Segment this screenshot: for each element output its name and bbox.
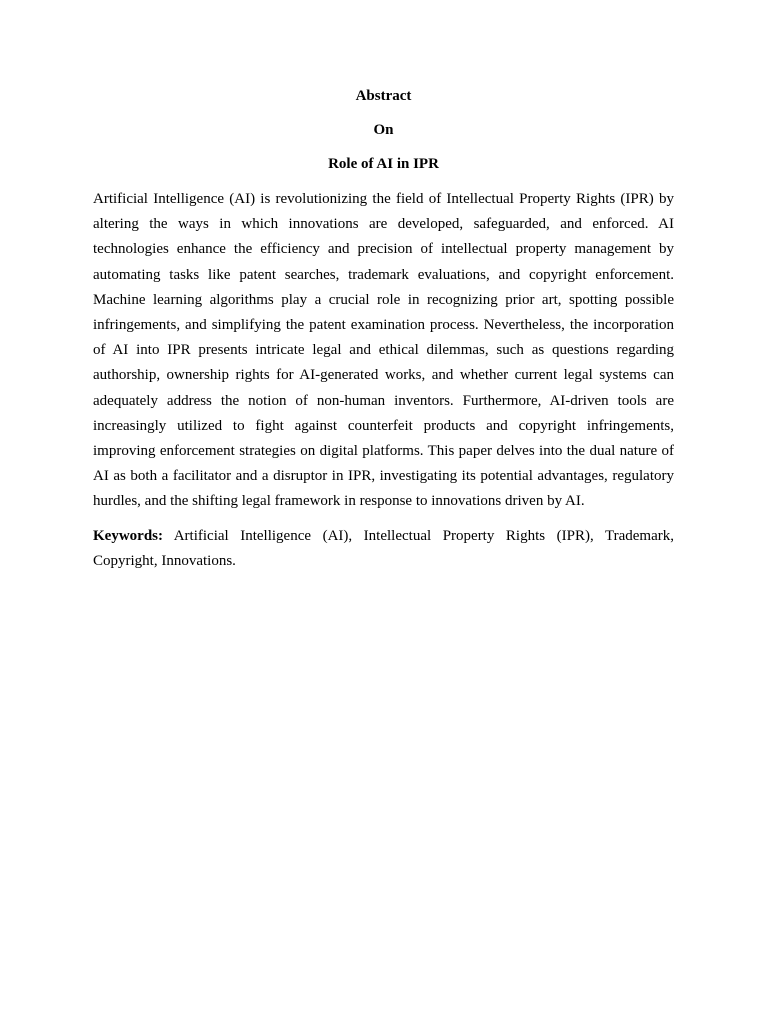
document-title: Role of AI in IPR bbox=[328, 156, 439, 172]
keywords-label: Keywords: bbox=[93, 527, 163, 544]
keywords-paragraph bbox=[93, 524, 674, 574]
abstract-heading: Abstract bbox=[355, 88, 412, 104]
abstract-paragraph: Artificial Intelligence (AI) is revolutionizing the field of Intellectual Property Rights (IPR) by altering the ways in which innovations are developed, safeguarded, and enforced. AI technologies enhance the efficiency and precision of intellectual property management by automating tasks like patent searches, trademark evaluations, and copyright enforcement. Machine learning algorithms play a crucial role in recognizing prior art, spotting possible infringements, and simplifying the patent examination process. Nevertheless, the incorporation of AI into IPR presents intricate legal and ethical dilemmas, such as questions regarding authorship, ownership rights for AI-generated works, and whether current legal systems can adequately address the notion of non-human inventors. Furthermore, AI-driven tools are increasingly utilized to fight against counterfeit products and copyright infringements, improving enforcement strategies on digital platforms. This paper delves into the dual nature of AI as both a facilitator and a disruptor in IPR, investigating its potential advantages, regulatory hurdles, and the shifting legal framework in response to innovations driven by AI. bbox=[93, 191, 674, 510]
document-page bbox=[93, 86, 674, 574]
keywords-list: Artificial Intelligence (AI), Intellectual Property Rights (IPR), Trademark, Copyright, Innovations. bbox=[93, 527, 674, 569]
on-heading: On bbox=[373, 122, 394, 138]
